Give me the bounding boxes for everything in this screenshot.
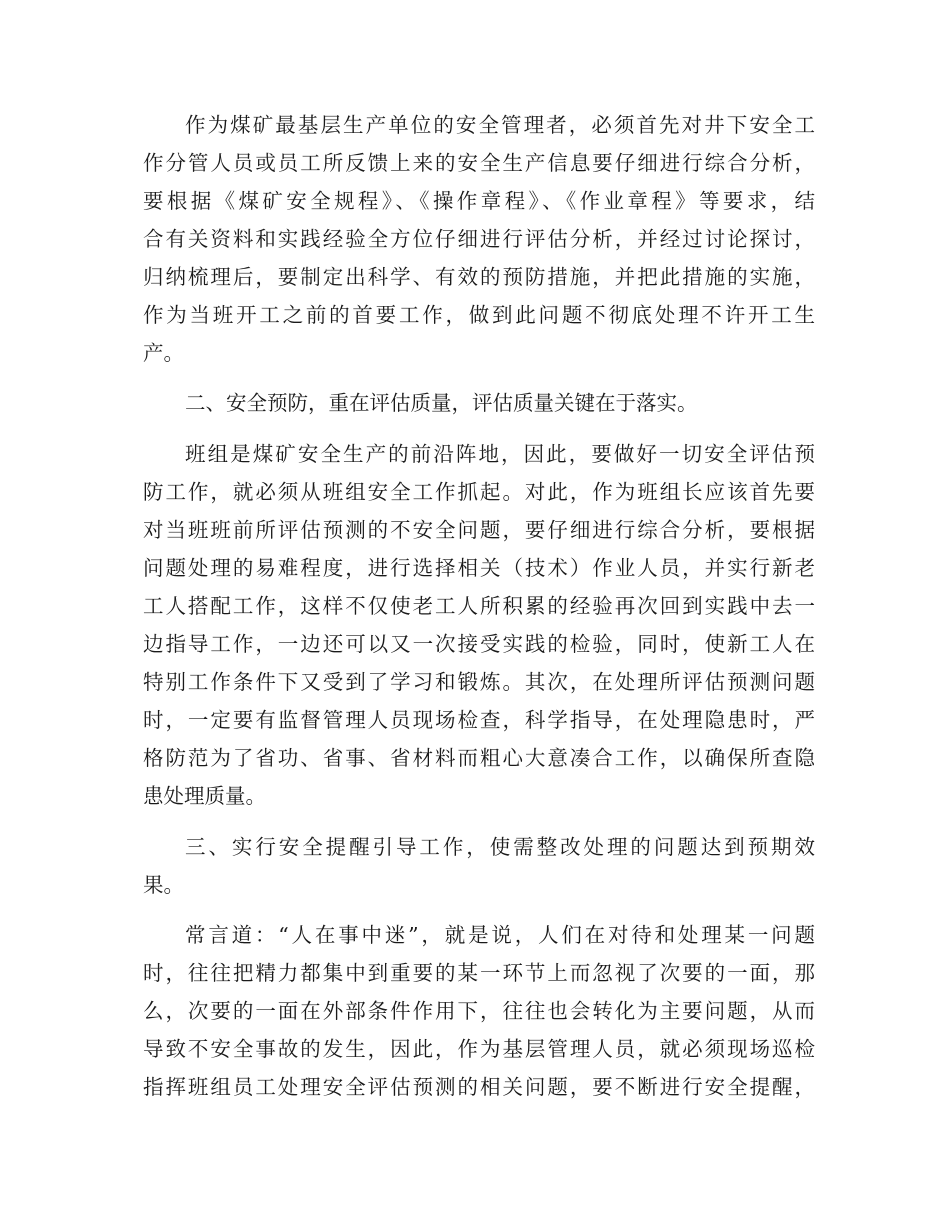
paragraph-3-line-5: 指挥班组员工处理安全评估预测的相关问题，要不断进行安全提醒， — [143, 1075, 815, 1099]
paragraph-2-line-7: 特别工作条件下又受到了学习和锻炼。其次，在处理所评估预测问题 — [143, 670, 815, 694]
paragraph-2-line-2: 防工作，就必须从班组安全工作抓起。对此，作为班组长应该首先要 — [143, 480, 815, 504]
paragraph-2-line-10: 患处理质量。 — [143, 784, 266, 808]
paragraph-2-line-3: 对当班班前所评估预测的不安全问题，要仔细进行综合分析，要根据 — [143, 518, 815, 542]
paragraph-1-line-4: 合有关资料和实践经验全方位仔细进行评估分析，并经过讨论探讨， — [143, 227, 815, 251]
paragraph-1-line-7: 产。 — [143, 341, 184, 365]
paragraph-2-line-9: 格防范为了省功、省事、省材料而粗心大意凑合工作，以确保所查隐 — [143, 746, 815, 770]
paragraph-3-line-4: 导致不安全事故的发生，因此，作为基层管理人员，就必须现场巡检 — [143, 1037, 815, 1061]
section-heading-3-line-2: 果。 — [143, 873, 184, 897]
section-heading-2: 二、安全预防，重在评估质量，评估质量关键在于落实。 — [185, 391, 698, 415]
paragraph-1-line-6: 作为当班开工之前的首要工作，做到此问题不彻底处理不许开工生 — [143, 303, 815, 327]
paragraph-2-line-8: 时，一定要有监督管理人员现场检查，科学指导，在处理隐患时，严 — [143, 708, 815, 732]
paragraph-3-line-3: 么，次要的一面在外部条件作用下，往往也会转化为主要问题，从而 — [143, 999, 815, 1023]
paragraph-2-line-1: 班组是煤矿安全生产的前沿阵地，因此，要做好一切安全评估预 — [185, 442, 815, 466]
paragraph-1-line-5: 归纳梳理后，要制定出科学、有效的预防措施，并把此措施的实施， — [143, 265, 815, 289]
paragraph-2-line-4: 问题处理的易难程度，进行选择相关（技术）作业人员，并实行新老 — [143, 556, 815, 580]
paragraph-1-line-3: 要根据《煤矿安全规程》、《操作章程》、《作业章程》等要求，结 — [143, 189, 815, 213]
paragraph-2-line-5: 工人搭配工作，这样不仅使老工人所积累的经验再次回到实践中去一 — [143, 594, 815, 618]
section-heading-3-line-1: 三、实行安全提醒引导工作，使需整改处理的问题达到预期效 — [185, 835, 815, 859]
paragraph-3-line-2: 时，往往把精力都集中到重要的某一环节上而忽视了次要的一面，那 — [143, 961, 815, 985]
paragraph-1-line-1: 作为煤矿最基层生产单位的安全管理者，必须首先对井下安全工 — [185, 113, 815, 137]
paragraph-1-line-2: 作分管人员或员工所反馈上来的安全生产信息要仔细进行综合分析， — [143, 151, 815, 175]
paragraph-3-line-1: 常言道：“人在事中迷”，就是说，人们在对待和处理某一问题 — [185, 923, 815, 947]
paragraph-2-line-6: 边指导工作，一边还可以又一次接受实践的检验，同时，使新工人在 — [143, 632, 815, 656]
